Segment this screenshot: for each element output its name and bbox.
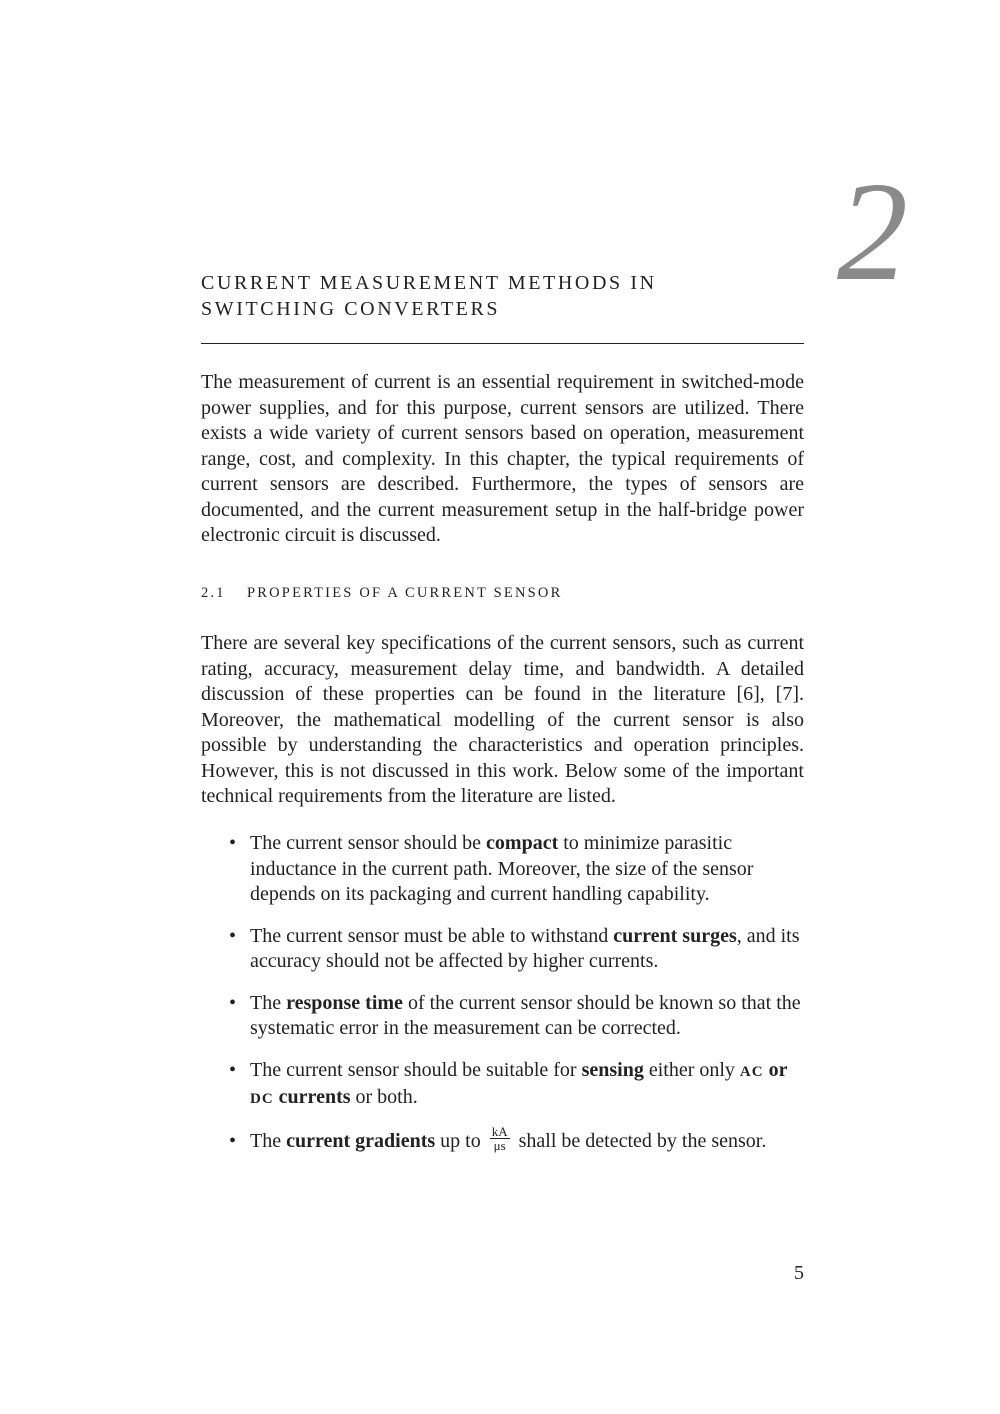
item-text: or both. (350, 1086, 418, 1108)
item-text: either only (643, 1058, 740, 1081)
item-text: up to (435, 1129, 486, 1152)
item-text: The (250, 991, 287, 1014)
list-item (201, 924, 807, 975)
item-text: to minimize parasitic inductance in the current path. Moreover, the size of the sensor depends on its packaging and current handling capability. (250, 832, 754, 905)
fraction-numerator: kA (491, 1123, 508, 1139)
bullet-icon: • (229, 991, 237, 1014)
item-bold: sensing (581, 1058, 644, 1081)
item-text: The (250, 1129, 287, 1152)
section-title: PROPERTIES OF A CURRENT SENSOR (247, 585, 563, 601)
list-item (201, 991, 807, 1042)
item-text: The current sensor must be able to withstand (250, 924, 614, 947)
bullet-icon: • (229, 1129, 237, 1152)
chapter-title (201, 270, 761, 322)
bullet-icon: • (229, 924, 237, 947)
item-text: The current sensor should be (250, 832, 487, 854)
chapter-number: 2 (837, 152, 908, 310)
body-paragraph: There are several key specifications of the current sensors, such as current rating, accuracy, measurement delay time, and bandwidth. A detailed discussion of these properties can be found in the literature [6], [7]. Moreover, the mathematical modelling of the current sensor is also possible by understanding the characteristics and operation principles. However, this is not discussed in this work. Below some of the important technical requirements from the literature are listed. (201, 632, 804, 807)
bullet-icon: • (229, 832, 237, 854)
currents-label: currents (278, 1086, 351, 1108)
intro-paragraph: The measurement of current is an essential requirement in switched-mode power supplies, and for this purpose, current sensors are utilized. There exists a wide variety of current sensors based on operation, measurement range, cost, and complexity. In this chapter, the typical requirements of current sensors are described. Furthermore, the types of sensors are documented, and the current measurement setup in the half-bridge power electronic circuit is discussed. (201, 371, 804, 546)
title-divider (201, 343, 804, 344)
list-item (201, 831, 807, 908)
item-text: of the current sensor should be known so that the systematic error in the measurement can be corrected. (250, 991, 801, 1039)
chapter-title-line-2: SWITCHING CONVERTERS (201, 298, 501, 320)
fraction (490, 1125, 510, 1152)
list-item (201, 1123, 807, 1156)
item-bold: compact (486, 832, 559, 854)
item-text: , and its accuracy should not be affected by higher currents. (250, 924, 800, 972)
dc-label: DC (250, 1091, 274, 1107)
item-bold: response time (286, 991, 403, 1014)
chapter-title-line-1: CURRENT MEASUREMENT METHODS IN (201, 272, 657, 294)
section-number: 2.1 (201, 585, 226, 601)
requirements-list (201, 831, 807, 1172)
section-heading (201, 585, 562, 602)
item-text: The current sensor should be suitable for (250, 1058, 582, 1081)
item-text: shall be detected by the sensor. (513, 1129, 767, 1152)
bullet-icon: • (229, 1058, 237, 1081)
page-number: 5 (794, 1262, 804, 1284)
item-bold: current surges (613, 924, 737, 947)
fraction-denominator: μs (493, 1137, 506, 1153)
ac-label: AC (739, 1063, 764, 1080)
or-label: or (768, 1058, 788, 1081)
list-item (201, 1058, 807, 1113)
item-bold: current gradients (286, 1129, 436, 1152)
